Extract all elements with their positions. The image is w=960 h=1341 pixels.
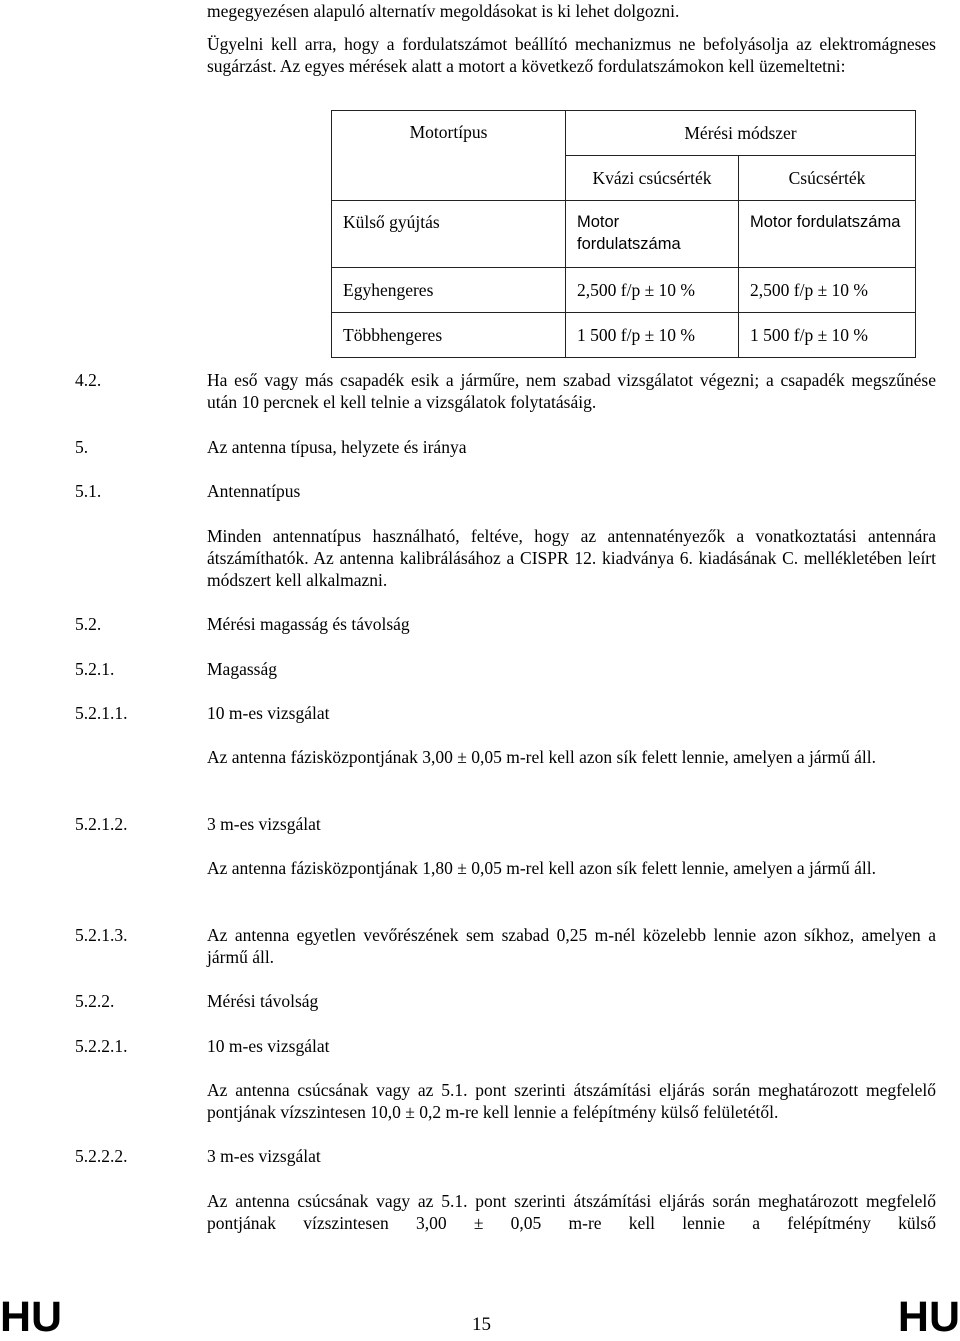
section-text: Az antenna fázisközpontjának 3,00 ± 0,05 m-rel kell azon sík felett lennie, amelyen a jármű áll. (207, 747, 877, 767)
intro-line: megegyezésen alapuló alternatív megoldásokat is ki lehet dolgozni. (207, 1, 680, 21)
section-number: 5.2.1. (75, 659, 115, 679)
quasi-value-cell: 2,500 f/p ± 10 % (566, 268, 739, 313)
header-motortype: Motortípus (332, 111, 566, 201)
section-number: 5.2. (75, 614, 102, 634)
ignition-label: Külső gyújtás (332, 201, 566, 268)
section-number: 5.1. (75, 481, 102, 501)
section-text: Ha eső vagy más csapadék esik a járműre, nem szabad vizsgálatot végezni; a csapadék megszűnése után 10 percnek el kell telnie a vizsgálatok folytatásáig. (207, 370, 936, 412)
section-number: 5.2.1.3. (75, 925, 128, 945)
section-text: Az antenna egyetlen vevőrészének sem szabad 0,25 m-nél közelebb lennie azon síkhoz, amelyen a jármű áll. (207, 925, 936, 967)
section-text: Minden antennatípus használható, feltéve, hogy az antennatényezők a vonatkoztatási antennára átszámíthatók. Az antenna kalibrálásához a CISPR 12. kiadványa 6. kiadásának C. mellékletében leírt módszert kell alkalmazni. (207, 526, 936, 590)
engine-type-cell: Egyhengeres (332, 268, 566, 313)
intro-paragraph: Ügyelni kell arra, hogy a fordulatszámot beállító mechanizmus ne befolyásolja az elektromágneses sugárzást. Az egyes mérések alatt a motort a következő fordulatszámokon kell üzemeltetni: (207, 34, 936, 76)
section-number: 4.2. (75, 370, 102, 390)
peak-value-cell: 2,500 f/p ± 10 % (739, 268, 916, 313)
table-row (332, 268, 916, 313)
section-heading: 10 m-es vizsgálat (207, 703, 330, 723)
section-heading: Az antenna típusa, helyzete és iránya (207, 437, 467, 457)
section-text: Az antenna csúcsának vagy az 5.1. pont szerinti átszámítási eljárás során meghatározott megfelelő pontjának vízszintesen 3,00 ± 0,05 m-re kell lennie a felépítmény külső (207, 1191, 936, 1233)
subheader-peak: Csúcsérték (739, 156, 916, 201)
section-number: 5.2.1.1. (75, 703, 128, 723)
section-number: 5. (75, 437, 89, 457)
section-heading: Antennatípus (207, 481, 301, 501)
section-heading: Mérési magasság és távolság (207, 614, 410, 634)
motor-rpm-quasi: Motor fordulatszáma (566, 201, 739, 268)
peak-value-cell: 1 500 f/p ± 10 % (739, 313, 916, 358)
section-heading: 3 m-es vizsgálat (207, 1146, 321, 1166)
table-row (332, 313, 916, 358)
section-text: Az antenna fázisközpontjának 1,80 ± 0,05 m-rel kell azon sík felett lennie, amelyen a jármű áll. (207, 858, 877, 878)
section-heading: Magasság (207, 659, 277, 679)
page-number: 15 (472, 1314, 491, 1335)
footer-language-left: HU (0, 1293, 63, 1341)
quasi-value-cell: 1 500 f/p ± 10 % (566, 313, 739, 358)
section-number: 5.2.2.1. (75, 1036, 128, 1056)
section-number: 5.2.2. (75, 991, 115, 1011)
header-method: Mérési módszer (566, 111, 916, 156)
subheader-quasi-peak: Kvázi csúcsérték (566, 156, 739, 201)
section-text: Az antenna csúcsának vagy az 5.1. pont szerinti átszámítási eljárás során meghatározott megfelelő pontjának vízszintesen 10,0 ± 0,2 m-re kell lennie a felépítmény külső felületétől. (207, 1080, 936, 1122)
section-number: 5.2.1.2. (75, 814, 128, 834)
section-number: 5.2.2.2. (75, 1146, 128, 1166)
motor-rpm-peak: Motor fordulatszáma (739, 201, 916, 268)
engine-type-cell: Többhengeres (332, 313, 566, 358)
section-heading: Mérési távolság (207, 991, 319, 1011)
section-heading: 10 m-es vizsgálat (207, 1036, 330, 1056)
footer-language-right: HU (897, 1293, 960, 1341)
section-heading: 3 m-es vizsgálat (207, 814, 321, 834)
engine-speed-table (331, 110, 916, 358)
